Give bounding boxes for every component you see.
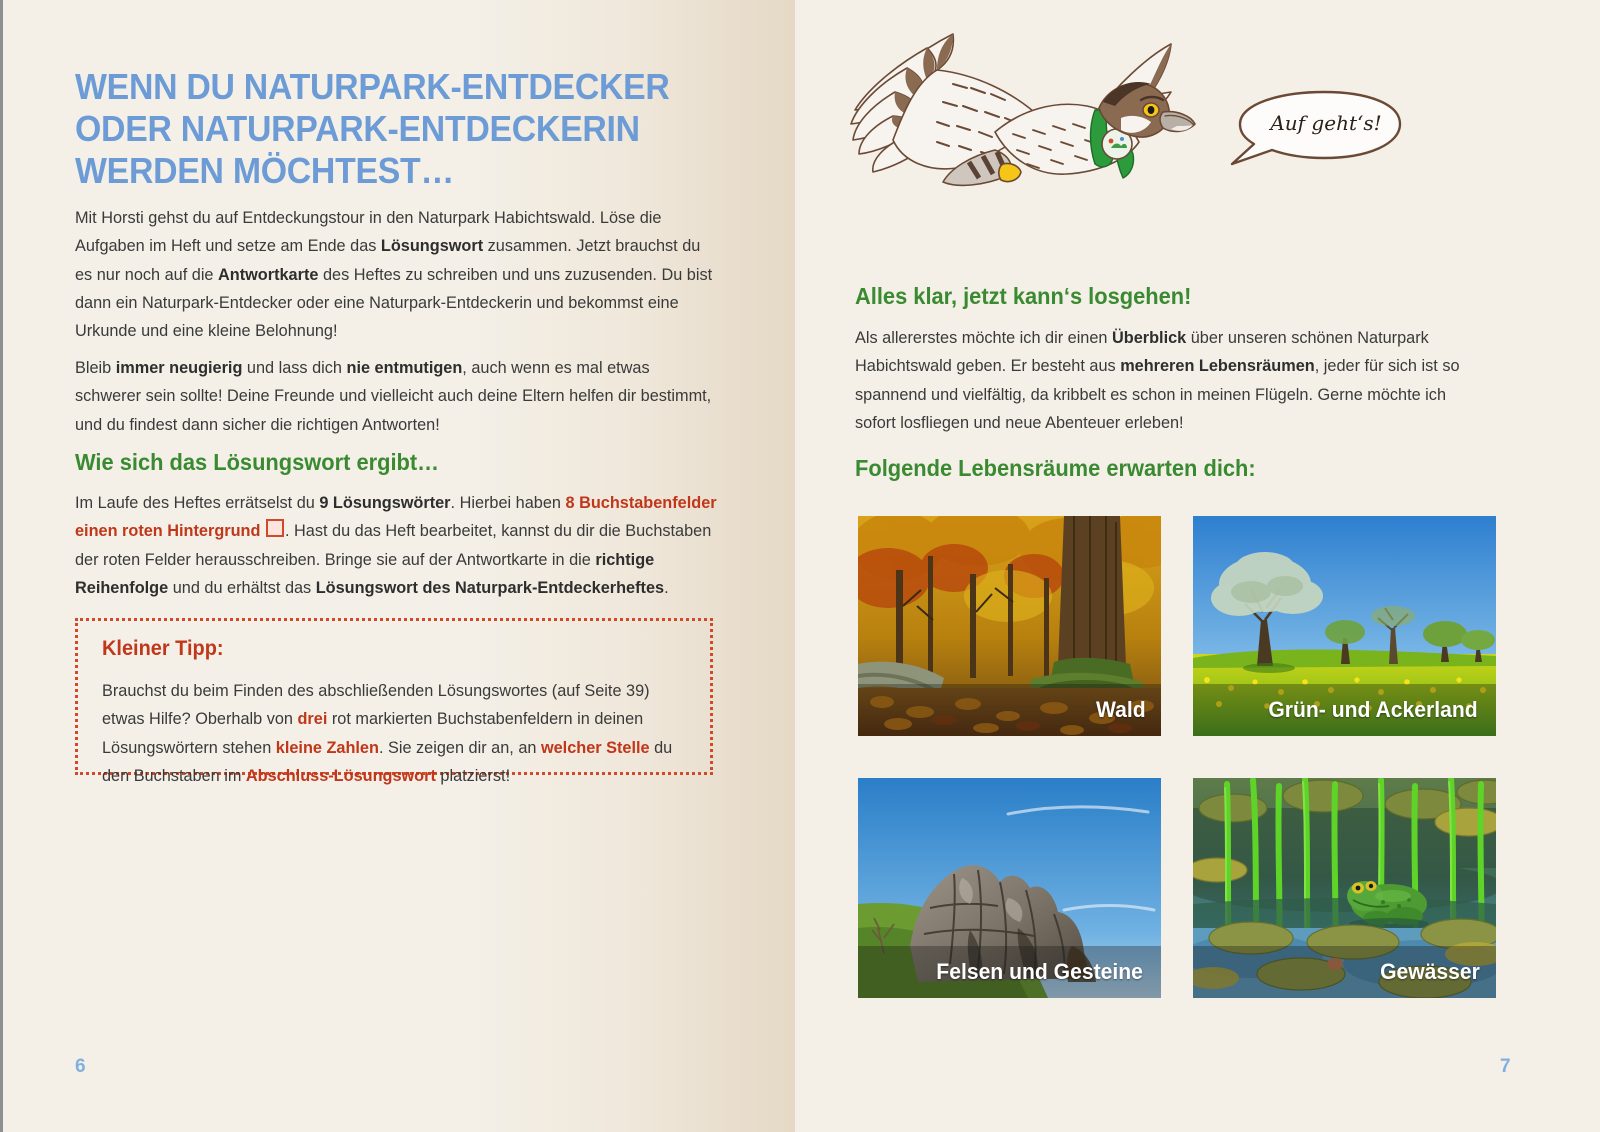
left-page	[0, 0, 795, 1132]
tip-text-4: du den Buchstaben im	[102, 738, 673, 786]
overview-text-2: über unseren schönen Naturpark Habichtswald geben. Er besteht aus	[855, 329, 1429, 376]
red-letter-field-icon	[266, 519, 284, 537]
habitat-caption-wald: Wald	[858, 684, 1161, 736]
loesung-text-3: . Hast du das Heft bearbeitet, kannst du dir die Buchstaben der roten Felder herausschreiben. Bringe sie auf der Antwortkarte in die	[75, 522, 712, 569]
loesung-bold-2: richtige Reihenfolge	[75, 550, 655, 598]
encouragement-paragraph	[75, 354, 715, 439]
intro-text-1: Mit Horsti gehst du auf Entdeckungstour in den Naturpark Habichtswald. Löse die Aufgaben im Heft und setze am Ende das	[75, 209, 662, 256]
tip-red-welcher-stelle: welcher Stelle	[540, 738, 650, 757]
loesung-bold-1: 9 Lösungswörter	[319, 494, 451, 512]
encouragement-text-2: und lass dich	[242, 359, 347, 377]
habitat-photo-grid	[858, 516, 1498, 998]
habitat-card-gewaesser[interactable]	[1193, 778, 1496, 998]
overview-text-1: Als allererstes möchte ich dir einen	[855, 329, 1112, 347]
page-title: WENN DU NATURPARK-ENTDECKER ODER NATURPARK-ENTDECKERIN WERDEN MÖCHTEST…	[75, 66, 670, 192]
habitat-card-wald[interactable]	[858, 516, 1161, 736]
overview-bold-lebensraeumen: mehreren Lebensräumen	[1120, 357, 1315, 376]
horsti-hawk-icon	[845, 22, 1265, 232]
habitat-caption-gruenland: Grün- und Ackerland	[1193, 684, 1496, 736]
tip-red-abschluss: Abschluss-Lösungswort	[245, 767, 436, 786]
loesung-red-1: 8 Buchstabenfelder einen roten Hintergrund	[75, 494, 717, 541]
encouragement-bold-1: immer neugierig	[115, 359, 243, 377]
speech-bubble	[1228, 88, 1408, 170]
habitat-card-gruenland[interactable]	[1193, 516, 1496, 736]
intro-text-2: zusammen. Jetzt brauchst du es nur noch auf die	[75, 237, 701, 284]
page-number-right: 7	[1500, 1056, 1511, 1077]
encouragement-text-1: Bleib	[75, 359, 116, 377]
intro-paragraph	[75, 204, 715, 346]
intro-bold-antwortkarte: Antwortkarte	[218, 265, 319, 284]
intro-bold-loesungswort: Lösungswort	[380, 237, 484, 256]
loesung-text-1: Im Laufe des Heftes errätselst du	[75, 494, 320, 512]
tip-red-kleine-zahlen: kleine Zahlen	[275, 738, 379, 757]
habitat-caption-gewaesser: Gewässer	[1193, 946, 1496, 998]
speech-bubble-text: Auf geht‘s!	[1270, 111, 1382, 135]
overview-paragraph	[855, 324, 1490, 437]
loesungswort-paragraph	[75, 489, 720, 602]
page-number-left: 6	[75, 1056, 86, 1077]
tip-box-title: Kleiner Tipp:	[102, 637, 224, 660]
tip-text-5: platzierst!	[435, 767, 511, 786]
overview-bold-ueberblick: Überblick	[1112, 329, 1187, 347]
intro-text-3: des Heftes zu schreiben und uns zuzusenden. Du bist dann ein Naturpark-Entdecker oder eine Naturpark-Entdeckerin und bekommst eine Urkunde und eine kleine Belohnung!	[75, 265, 713, 341]
habitat-caption-felsen: Felsen und Gesteine	[858, 946, 1161, 998]
encouragement-text-3: , auch wenn es mal etwas schwerer sein sollte! Deine Freunde und vielleicht auch deine Eltern helfen dir bestimmt, und du findest dann sicher die richtigen Antworten!	[75, 359, 712, 434]
tip-text-2: rot markierten Buchstabenfeldern in deinen Lösungswörtern stehen	[102, 710, 644, 757]
overview-text-3: , jeder für sich ist so spannend und vielfältig, da kribbelt es schon in meinen Flügeln. Gerne möchte ich sofort losfliegen und neue Abenteuer erleben!	[855, 357, 1460, 433]
subheading-loesungswort: Wie sich das Lösungswort ergibt…	[75, 449, 440, 475]
subheading-alles-klar: Alles klar, jetzt kann‘s losgehen!	[855, 283, 1192, 309]
tip-text-1: Brauchst du beim Finden des abschließenden Lösungswortes (auf Seite 39) etwas Hilfe? Oberhalb von	[102, 682, 650, 729]
tip-red-drei: drei	[297, 710, 328, 729]
loesung-bold-3: Lösungswort des Naturpark-Entdeckerheftes	[315, 579, 665, 598]
subheading-lebensraeume: Folgende Lebensräume erwarten dich:	[855, 455, 1256, 481]
encouragement-bold-2: nie entmutigen	[346, 359, 463, 377]
loesung-text-5: .	[664, 579, 669, 598]
habitat-card-felsen[interactable]	[858, 778, 1161, 998]
tip-text-3: . Sie zeigen dir an, an	[378, 738, 541, 757]
loesung-text-2: . Hierbei haben	[450, 494, 566, 512]
loesung-text-4: und du erhältst das	[168, 579, 316, 598]
tip-box-body	[102, 677, 692, 790]
tip-box	[75, 618, 713, 786]
